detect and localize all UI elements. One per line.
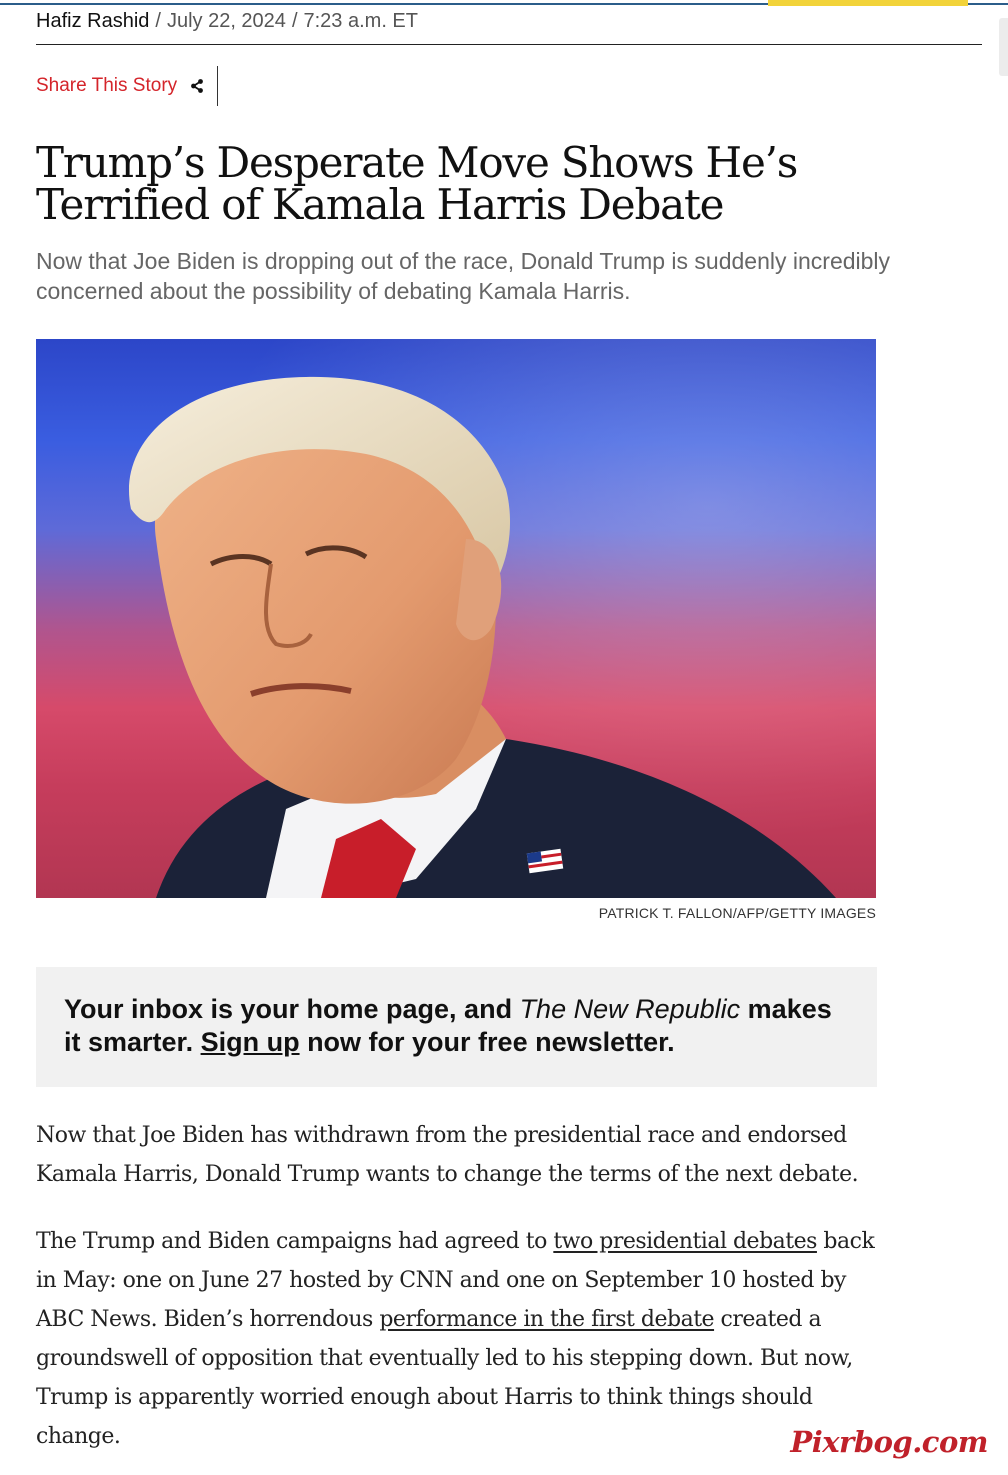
two-presidential-debates-link[interactable]: two presidential debates	[553, 1229, 817, 1254]
paragraph-2-text-c: created a groundswell of opposition that eventually led to his stepping down. But now, Trump is apparently worried enough about Harris to think things should change.	[36, 1307, 853, 1449]
publish-time: 7:23 a.m. ET	[303, 10, 418, 32]
newsletter-promo	[36, 967, 877, 1087]
author-link[interactable]: Hafiz Rashid	[36, 10, 150, 32]
byline-separator: /	[291, 10, 298, 32]
share-divider	[217, 66, 218, 106]
share-icon[interactable]	[189, 78, 205, 94]
paragraph-2-text-a: The Trump and Biden campaigns had agreed to	[36, 1229, 554, 1254]
byline-separator: /	[155, 10, 161, 32]
article-headline: Trump’s Desperate Move Shows He’s Terrified of Kamala Harris Debate	[36, 138, 798, 229]
newsletter-text-1: Your inbox is your home page, and	[64, 994, 520, 1024]
share-story[interactable]	[36, 66, 218, 106]
publish-date: July 22, 2024	[166, 10, 286, 32]
article-photo	[36, 339, 876, 898]
newsletter-text	[64, 993, 849, 1059]
first-debate-performance-link[interactable]: performance in the first debate	[379, 1307, 715, 1332]
newsletter-text-2: makes it smarter.	[64, 994, 832, 1057]
paragraph-2-text-b: back in May: one on June 27 hosted by CNN and one on September 10 hosted by ABC News. Biden’s horrendous	[36, 1229, 875, 1332]
publication-name: The New Republic	[519, 994, 741, 1024]
top-accent-bar	[768, 0, 968, 6]
watermark: Pixrbog.com	[790, 1425, 988, 1459]
share-story-label[interactable]: Share This Story	[36, 75, 178, 96]
byline	[36, 8, 418, 34]
newsletter-text-3: now for your free newsletter.	[299, 1027, 675, 1057]
photo-credit: PATRICK T. FALLON/AFP/GETTY IMAGES	[598, 905, 876, 921]
body-paragraph-1: Now that Joe Biden has withdrawn from the presidential race and endorsed Kamala Harris, Donald Trump wants to change the terms of the next debate.	[36, 1123, 859, 1187]
article-dek: Now that Joe Biden is dropping out of the race, Donald Trump is suddenly incredibly concerned about the possibility of debating Kamala Harris.	[36, 248, 891, 304]
byline-divider	[36, 44, 982, 45]
scrollbar[interactable]	[999, 18, 1008, 76]
sign-up-link[interactable]: Sign up	[200, 1027, 300, 1057]
body-paragraph-2	[36, 1222, 886, 1456]
photo-illustration	[36, 339, 876, 898]
